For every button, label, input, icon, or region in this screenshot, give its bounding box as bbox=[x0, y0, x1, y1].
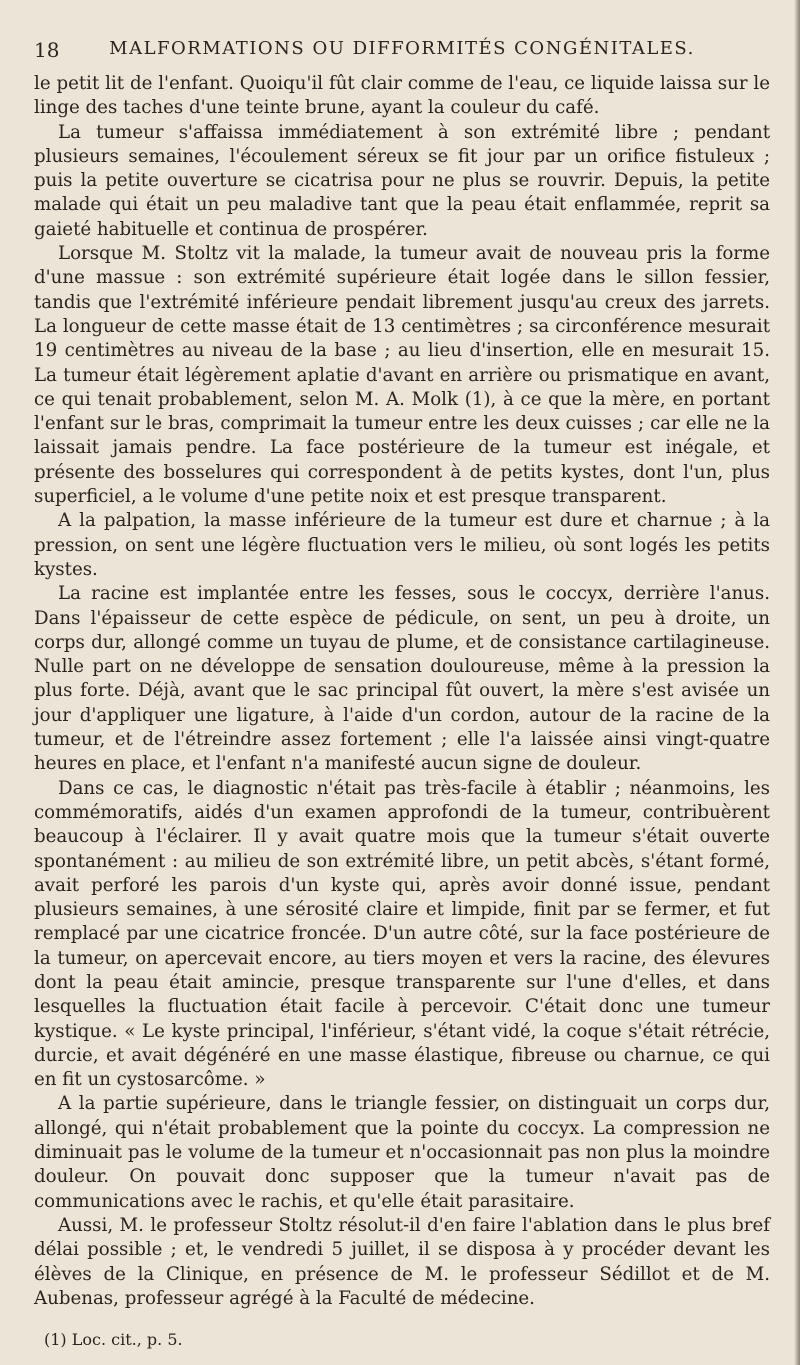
paragraph: A la palpation, la masse inférieure de la tumeur est dure et charnue ; à la pression, on sent une légère fluctuation vers le milieu, où sont logés les petits kystes. bbox=[34, 510, 770, 580]
page-number: 18 bbox=[34, 38, 60, 62]
paragraph: Lorsque M. Stoltz vit la malade, la tumeur avait de nouveau pris la forme d'une massue : son extrémité supérieure était logée dans le sillon fessier, tandis que l'extrémité inférieure pendait librement jusqu'au creux des jarrets. La longueur de cette masse était de 13 centimètres ; sa circonférence mesurait 19 centimètres au niveau de la base ; au lieu d'insertion, elle en mesurait 15. La tumeur était légèrement aplatie d'avant en arrière ou prismatique en avant, ce qui tenait probablement, selon M. A. Molk (1), à ce que la mère, en portant l'enfant sur le bras, comprimait la tumeur entre les deux cuisses ; car elle ne la laissait jamais pendre. La face postérieure de la tumeur est inégale, et présente des bosselures qui correspondent à de petits kystes, dont l'un, plus superficiel, a le volume d'une petite noix et est presque transparent. bbox=[34, 243, 770, 508]
paragraph: le petit lit de l'enfant. Quoiqu'il fût clair comme de l'eau, ce liquide laissa sur le linge des taches d'une teinte brune, ayant la couleur du café. bbox=[34, 73, 770, 119]
page-header bbox=[34, 30, 770, 64]
paragraph: La racine est implantée entre les fesses, sous le coccyx, derrière l'anus. Dans l'épaisseur de cette espèce de pédicule, on sent, un peu à droite, un corps dur, allongé comme un tuyau de plume, et de consistance cartilagineuse. Nulle part on ne développe de sensation douloureuse, même à la pression la plus forte. Déjà, avant que le sac principal fût ouvert, la mère s'est avisée un jour d'appliquer une ligature, à l'aide d'un cordon, autour de la racine de la tumeur, et de l'étreindre assez fortement ; elle l'a laissée ainsi vingt-quatre heures en place, et l'enfant n'a manifesté aucun signe de douleur. bbox=[34, 583, 770, 775]
running-head: MALFORMATIONS OU DIFFORMITÉS CONGÉNITALES. bbox=[109, 38, 695, 59]
body-text bbox=[34, 72, 770, 1311]
paragraph: Aussi, M. le professeur Stoltz résolut-il d'en faire l'ablation dans le plus bref délai possible ; et, le vendredi 5 juillet, il se disposa à y procéder devant les élèves de la Clinique, en présence de M. le professeur Sédillot et de M. Aubenas, professeur agrégé à la Faculté de médecine. bbox=[34, 1214, 770, 1309]
page-edge-shadow bbox=[794, 0, 800, 1365]
paragraph: Dans ce cas, le diagnostic n'était pas très-facile à établir ; néanmoins, les commémoratifs, aidés d'un examen approfondi de la tumeur, contribuèrent beaucoup à l'éclairer. Il y avait quatre mois que la tumeur s'était ouverte spontanément : au milieu de son extrémité libre, un petit abcès, s'étant formé, avait perforé les parois d'un kyste qui, après avoir donné issue, pendant plusieurs semaines, à une sérosité claire et limpide, finit par se fermer, et fut remplacé par une cicatrice froncée. D'un autre côté, sur la face postérieure de la tumeur, on apercevait encore, au tiers moyen et vers la racine, des élevures dont la peau était amincie, presque transparente sur l'une d'elles, et dans lesquelles la fluctuation était facile à percevoir. C'était donc une tumeur kystique. « Le kyste principal, l'inférieur, s'étant vidé, la coque s'était rétrécie, durcie, et avait dégénéré en une masse élastique, fibreuse ou charnue, ce qui en fit un cystosarcôme. » bbox=[34, 777, 770, 1091]
paragraph: La tumeur s'affaissa immédiatement à son extrémité libre ; pendant plusieurs semaines, l'écoulement séreux se fit jour par un orifice fistuleux ; puis la petite ouverture se cicatrisa pour ne plus se rouvrir. Depuis, la petite malade qui était un peu maladive tant que la peau était enflammée, reprit sa gaieté habituelle et continua de prospérer. bbox=[34, 121, 770, 240]
paragraph: A la partie supérieure, dans le triangle fessier, on distinguait un corps dur, allongé, qui n'était probablement que la pointe du coccyx. La compression ne diminuait pas le volume de la tumeur et n'occasionnait pas non plus la moindre douleur. On pouvait donc supposer que la tumeur n'avait pas de communications avec le rachis, et qu'elle était parasitaire. bbox=[34, 1093, 770, 1212]
footnote: (1) Loc. cit., p. 5. bbox=[44, 1330, 183, 1350]
